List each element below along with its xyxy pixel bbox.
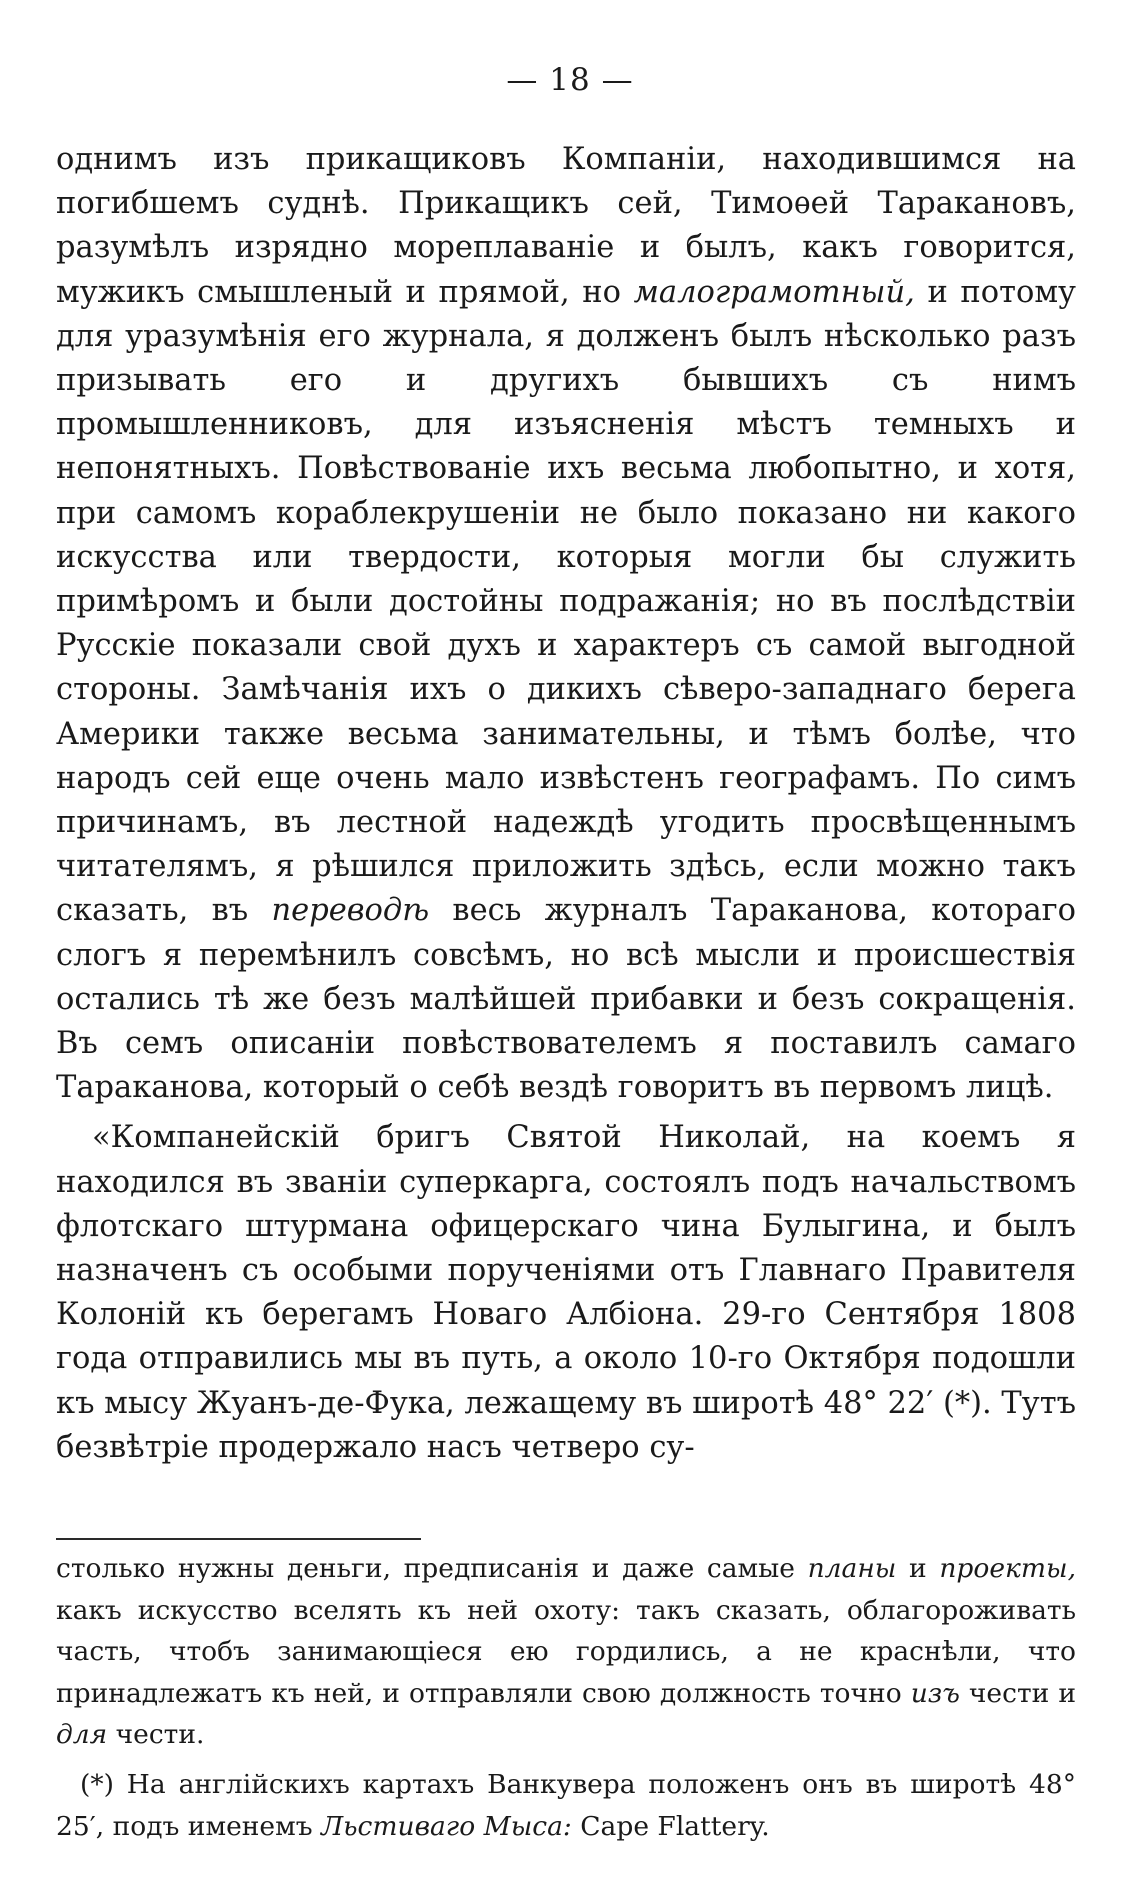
italic-text: проекты, (939, 1553, 1076, 1584)
text-run: (*) На англійскихъ картахъ Ванкувера положенъ онъ въ широтѣ 48° 25′, подъ именемъ (56, 1768, 1076, 1842)
text-run: и потому для уразумѣнія его журнала, я долженъ былъ нѣсколько разъ призывать его и другихъ бывшихъ съ нимъ промышленниковъ, для изъясненія мѣстъ темныхъ и непонятныхъ. Повѣствованіе ихъ весьма любопытно, и хотя, при самомъ кораблекрушеніи не было показано ни какого искусства или твердости, которыя могли бы служить примѣромъ и были достойны подражанія; но въ послѣдствіи Русскіе показали свой духъ и характеръ съ самой выгодной стороны. Замѣчанія ихъ о дикихъ сѣверо-западнаго берега Америки также весьма занимательны, и тѣмъ болѣе, что народъ сей еще очень мало извѣстенъ географамъ. По симъ причинамъ, въ лестной надеждѣ угодить просвѣщеннымъ читателямъ, я рѣшился приложить здѣсь, если можно такъ сказать, въ (56, 274, 1076, 929)
footnote-asterisk (56, 1764, 1076, 1847)
text-run: столько нужны деньги, предписанія и даже самые (56, 1553, 808, 1584)
text-run: чести. (107, 1719, 205, 1751)
text-run: какъ искусство вселять къ ней охоту: такъ сказать, облагороживать часть, чтобъ занимающіеся ею гордились, а не краснѣли, что принадлежатъ къ ней, и отправляли свою должность точно (56, 1594, 1076, 1709)
italic-text: Льстиваго Мыса: (321, 1810, 572, 1842)
text-run: чести и (959, 1677, 1076, 1709)
italic-text: планы (807, 1553, 897, 1584)
footnote-divider (56, 1538, 421, 1540)
text-run: и (896, 1553, 940, 1584)
paragraph-introduction (56, 138, 1076, 1110)
page-number: — 18 — (506, 62, 634, 98)
text-run: весь журналъ Тараканова, котораго слогъ я перемѣнилъ совсѣмъ, но всѣ мысли и происшествія остались тѣ же безъ малѣйшей прибавки и безъ сокращенія. Въ семъ описаніи повѣствователемъ я поставилъ самаго Тараканова, который о себѣ вездѣ говоритъ въ первомъ лицѣ. (56, 893, 1076, 1106)
italic-text: малограмотный, (633, 274, 915, 310)
text-run: однимъ изъ прикащиковъ Компаніи, находившимся на погибшемъ суднѣ. Прикащикъ сей, Тимоѳей Таракановъ, разумѣлъ изрядно мореплаваніе и былъ, какъ говорится, мужикъ смышленый и прямой, но (56, 142, 1076, 310)
main-text (56, 138, 1076, 1470)
paragraph-journal-start: «Компанейскій бригъ Святой Николай, на коемъ я находился въ званіи суперкарга, состоялъ подъ начальствомъ флотскаго штурмана офицерскаго чина Булыгина, и былъ назначенъ съ особыми порученіями отъ Главнаго Правителя Колоній къ берегамъ Новаго Албіона. 29-го Сентября 1808 года отправились мы въ путь, а около 10-го Октября подошли къ мысу Жуанъ-де-Фука, лежащему въ широтѣ 48° 22′ (*). Тутъ безвѣтріе продержало насъ четверо су- (56, 1120, 1076, 1465)
italic-text: для (56, 1719, 108, 1751)
footnotes (56, 1548, 1076, 1847)
italic-text: изъ (910, 1677, 960, 1709)
italic-text: переводѣ (271, 893, 430, 929)
text-run: Cape Flattery. (571, 1810, 770, 1842)
footnote-continued (56, 1548, 1076, 1756)
